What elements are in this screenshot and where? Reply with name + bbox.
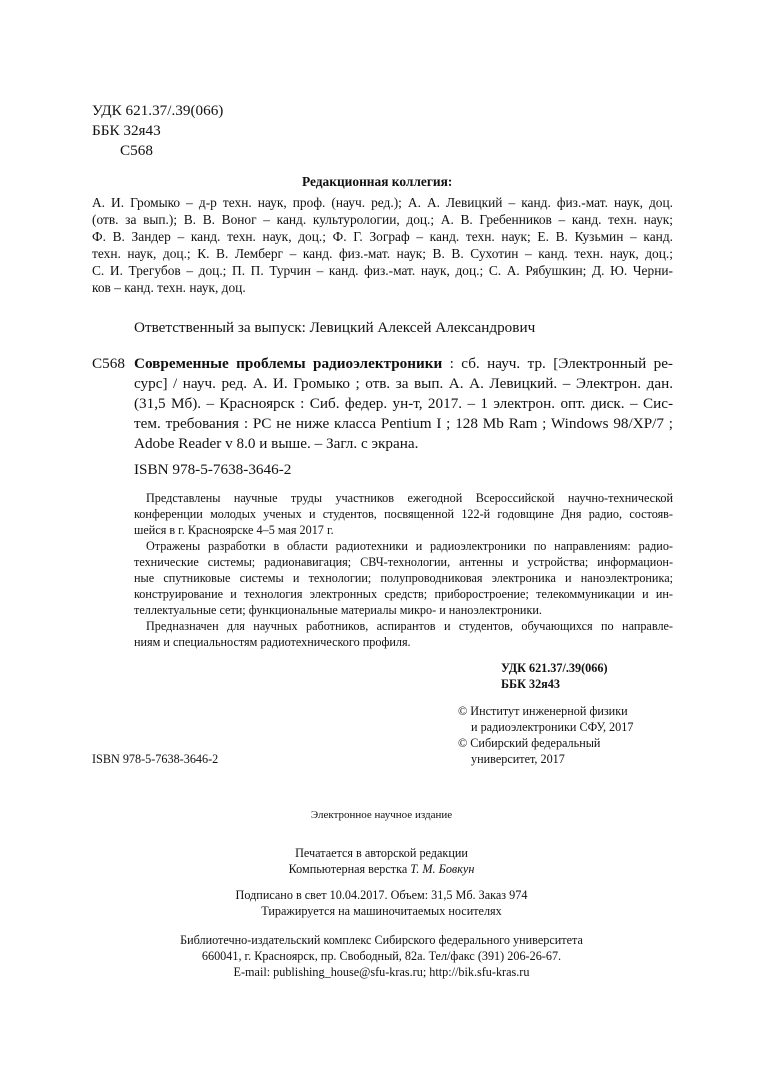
- annotation-line: конференции молодых ученых и студентов, посвященной 122-й годовщине Дня радио, состояв-: [134, 507, 673, 521]
- layout-prefix: Компьютерная верстка: [288, 862, 411, 876]
- print-note: Печатается в авторской редакции: [295, 846, 468, 860]
- annotation-line: ные спутниковые системы и технологии; полупроводниковая электроника и наноэлектроника;: [134, 571, 673, 585]
- edition-type: Электронное научное издание: [310, 809, 453, 821]
- isbn-bottom: ISBN 978-5-7638-3646-2: [92, 752, 219, 766]
- annotation-line: конструирование и технология электронных средств; приборостроение; телекоммуникации и ин-: [134, 587, 673, 601]
- copyright-university-cont: университет, 2017: [471, 752, 565, 766]
- catalog-line: Adobe Reader v 8.0 и выше. – Загл. с экрана.: [134, 435, 419, 452]
- publisher-name: Библиотечно-издательский комплекс Сибирского федерального университета: [180, 933, 583, 947]
- board-line: ков – канд. техн. наук, доц.: [92, 279, 246, 295]
- layout-credit: [0, 861, 763, 877]
- annotation-line: Отражены разработки в области радиотехники и радиоэлектроники по направлениям: радио-: [146, 539, 673, 553]
- board-line: техн. наук, доц.; К. В. Лемберг – канд. физ.-мат. наук; В. В. Сухотин – канд. техн. наук, доц.;: [92, 245, 673, 261]
- signed-info: Подписано в свет 10.04.2017. Объем: 31,5 Мб. Заказ 974: [235, 888, 528, 902]
- board-line: (отв. за вып.); В. В. Воног – канд. культурологии, доц.; А. В. Гребенников – канд. техн. наук;: [92, 211, 673, 227]
- catalog-entry: [134, 354, 673, 454]
- board-list: [92, 195, 673, 296]
- annotation-paragraph: [134, 618, 673, 650]
- catalog-title: Современные проблемы радиоэлектроники: [134, 355, 443, 372]
- publisher-contacts: E-mail: publishing_house@sfu-kras.ru; http://bik.sfu-kras.ru: [233, 965, 530, 979]
- annotation-line: ниям и специальностям радиотехнического профиля.: [134, 635, 411, 649]
- annotation-line: Представлены научные труды участников ежегодной Всероссийской научно-технической: [146, 491, 673, 505]
- layout-name: Т. М. Бовкун: [410, 862, 475, 876]
- publisher-address: 660041, г. Красноярск, пр. Свободный, 82а. Тел/факс (391) 206-26-67.: [201, 949, 562, 963]
- catalog-line: (31,5 Мб). – Красноярск : Сиб. федер. ун-т, 2017. – 1 электрон. опт. диск. – Сис-: [134, 395, 673, 412]
- imprint-udk: УДК 621.37/.39(066): [501, 661, 608, 675]
- copyright-institute: © Институт инженерной физики: [458, 704, 628, 718]
- annotation-line: шейся в г. Красноярске 4–5 мая 2017 г.: [134, 523, 334, 537]
- catalog-code: С568: [92, 355, 125, 372]
- board-line: Ф. В. Зандер – канд. техн. наук, доц.; Ф. Г. Зограф – канд. техн. наук; Е. В. Кузьмин – канд.: [92, 228, 673, 244]
- udk-code: УДК 621.37/.39(066): [92, 102, 224, 119]
- replication-info: Тиражируется на машиночитаемых носителях: [261, 904, 502, 918]
- responsible-person: Ответственный за выпуск: Левицкий Алексей Александрович: [134, 319, 536, 336]
- annotation-paragraph: [134, 538, 673, 618]
- board-line: А. И. Громыко – д-р техн. наук, проф. (науч. ред.); А. А. Левицкий – канд. физ.-мат. наук, доц.: [92, 195, 673, 210]
- catalog-isbn: ISBN 978-5-7638-3646-2: [134, 461, 292, 478]
- catalog-line: [134, 354, 673, 374]
- annotation-line: технические системы; радионавигация; СВЧ-технологии, антенны и устройства; информацион-: [134, 555, 673, 569]
- bbk-code: ББК 32я43: [92, 122, 161, 139]
- annotation-line: Предназначен для научных работников, аспирантов и студентов, обучающихся по направле-: [146, 619, 673, 633]
- catalog-line: сурс] / науч. ред. А. И. Громыко ; отв. за вып. А. А. Левицкий. – Электрон. дан.: [134, 375, 673, 392]
- catalog-line: тем. требования : PC не ниже класса Pentium I ; 128 Mb Ram ; Windows 98/XP/7 ;: [134, 415, 673, 432]
- annotation-paragraph: [134, 490, 673, 538]
- board-line: С. И. Трегубов – доц.; П. П. Турчин – канд. физ.-мат. наук, доц.; С. А. Рябушкин; Д. Ю. Черни-: [92, 262, 673, 278]
- annotation-line: теллектуальные сети; функциональные материалы микро- и наноэлектроники.: [134, 603, 542, 617]
- author-mark: С568: [120, 142, 153, 159]
- board-heading: Редакционная коллегия:: [302, 174, 453, 189]
- annotation: [134, 490, 673, 650]
- catalog-title-rest: : сб. науч. тр. [Электронный ре-: [442, 355, 673, 372]
- imprint-bbk: ББК 32я43: [501, 677, 560, 691]
- copyright-university: © Сибирский федеральный: [458, 736, 601, 750]
- copyright-institute-cont: и радиоэлектроники СФУ, 2017: [471, 720, 634, 734]
